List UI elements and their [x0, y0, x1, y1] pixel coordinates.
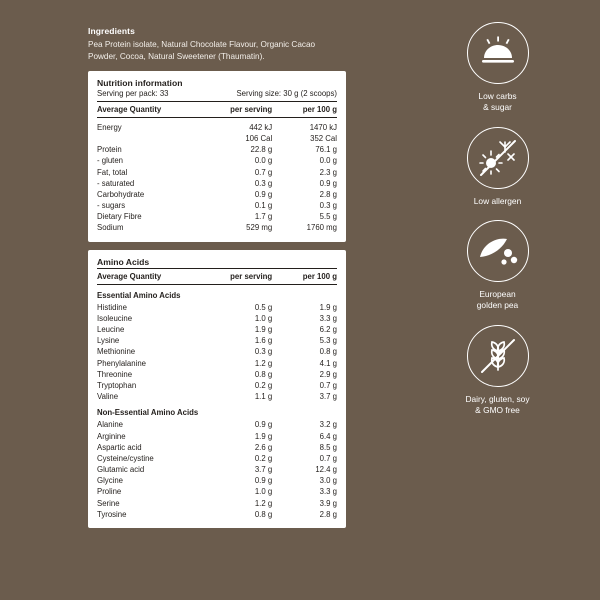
row-per-serving: 1.0 g: [254, 313, 273, 323]
row-per-100g: 8.5 g: [319, 442, 337, 452]
nutrition-table-header: [97, 101, 337, 117]
row-per-serving: 0.2 g: [254, 380, 273, 390]
row-label: Protein: [97, 145, 122, 155]
table-row: [97, 509, 337, 520]
amino-section-heading: [97, 284, 337, 302]
row-per-100g: 1.9 g: [319, 302, 337, 312]
badge-caption-line1: European: [479, 289, 516, 300]
badge-caption-line2: & sugar: [483, 102, 512, 113]
row-label: Proline: [97, 487, 122, 497]
row-label: Valine: [97, 392, 119, 402]
row-per-serving: 0.9 g: [254, 476, 273, 486]
row-per-100g: 0.7 g: [319, 453, 337, 463]
row-label: Tyrosine: [97, 509, 127, 519]
table-row: [97, 189, 337, 200]
table-row: [97, 486, 337, 497]
row-label: - gluten: [97, 156, 124, 166]
row-per-100g: 6.2 g: [319, 325, 337, 335]
table-row: [97, 166, 337, 177]
table-row: [97, 442, 337, 453]
row-per-serving: 0.5 g: [254, 302, 273, 312]
nutrition-information-panel: [88, 71, 346, 242]
row-per-100g: 4.1 g: [319, 358, 337, 368]
table-row: [97, 155, 337, 166]
badge-ring: [467, 220, 529, 282]
row-per-100g: 1760 mg: [306, 223, 337, 233]
table-row: [97, 475, 337, 486]
row-per-serving: 0.1 g: [254, 201, 273, 211]
row-per-100g: 5.5 g: [319, 212, 337, 222]
badge-european-golden-pea: [420, 220, 575, 312]
row-label: Carbohydrate: [97, 189, 145, 199]
low-allergen-icon: [478, 138, 518, 178]
row-label: - sugars: [97, 201, 126, 211]
badge-caption-line1: Low carbs: [478, 91, 517, 101]
amino-panel-title: Amino Acids: [97, 256, 150, 267]
row-label: Alanine: [97, 420, 124, 430]
row-per-100g: 3.3 g: [319, 487, 337, 497]
row-per-100g: 6.4 g: [319, 431, 337, 441]
table-row: [97, 346, 337, 357]
row-label: Sodium: [97, 223, 124, 233]
row-per-serving: 0.3 g: [254, 347, 273, 357]
row-per-100g: 3.9 g: [319, 498, 337, 508]
table-row: [97, 211, 337, 222]
row-label: Methionine: [97, 347, 136, 357]
row-label: Histidine: [97, 302, 127, 312]
row-per-serving: 529 mg: [246, 223, 273, 233]
badge-caption-line1: Dairy, gluten, soy: [465, 393, 530, 404]
row-per-serving: 3.7 g: [254, 465, 273, 475]
amino-acids-table: [97, 268, 337, 520]
row-label: Serine: [97, 498, 120, 508]
table-row: [97, 498, 337, 509]
row-label: Isoleucine: [97, 313, 133, 323]
table-row: [97, 430, 337, 441]
badge-caption: [420, 289, 575, 312]
amino-header-per-serving: per serving: [207, 268, 272, 284]
amino-acids-panel: [88, 250, 346, 528]
row-per-100g: 0.9 g: [319, 178, 337, 188]
golden-pea-icon: [477, 233, 519, 269]
row-label: Energy: [97, 122, 122, 132]
table-row: [97, 324, 337, 335]
row-per-serving: 2.6 g: [254, 442, 273, 452]
feature-badges: [420, 22, 575, 429]
row-per-100g: 1470 kJ: [309, 122, 337, 132]
row-per-serving: 0.9 g: [254, 189, 273, 199]
badge-caption: [420, 91, 575, 114]
row-per-100g: 0.7 g: [319, 380, 337, 390]
badge-low-allergen: [420, 127, 575, 207]
row-per-serving: 1.2 g: [254, 358, 273, 368]
badge-caption-line1: Low allergen: [473, 195, 522, 206]
badge-ring: [467, 127, 529, 189]
serving-size: Serving size: 30 g (2 scoops): [236, 88, 337, 98]
nutrition-panel-title: Nutrition information: [97, 77, 183, 88]
row-per-100g: 2.9 g: [319, 369, 337, 379]
row-label: Dietary Fibre: [97, 212, 142, 222]
table-row: [97, 380, 337, 391]
table-row: [97, 133, 337, 144]
ingredients-title: Ingredients: [88, 26, 135, 36]
servings-per-pack: Serving per pack: 33: [97, 88, 169, 98]
row-label: Leucine: [97, 325, 125, 335]
row-label: Threonine: [97, 369, 133, 379]
row-per-serving: 22.8 g: [250, 145, 273, 155]
table-row: [97, 358, 337, 369]
badge-dairy-gluten-soy-gmo-free: [420, 325, 575, 417]
low-carbs-sugar-icon: [478, 36, 518, 70]
non-essential-heading-label: Non-Essential Amino Acids: [97, 408, 199, 418]
nutrition-column: [88, 26, 346, 528]
row-per-100g: 3.7 g: [319, 392, 337, 402]
row-per-100g: 2.8 g: [319, 189, 337, 199]
dairy-gluten-soy-gmo-free-icon: [478, 336, 518, 376]
row-label: Aspartic acid: [97, 442, 142, 452]
amino-table-header: [97, 268, 337, 284]
table-row: [97, 453, 337, 464]
row-label: Phenylalanine: [97, 358, 146, 368]
amino-header-per-100g: per 100 g: [272, 268, 337, 284]
ingredients-text: Pea Protein isolate, Natural Chocolate Flavour, Organic Cacao Powder, Cocoa, Natural Sweetener (Thaumatin).: [88, 40, 316, 61]
table-row: [97, 302, 337, 313]
row-per-serving: 0.0 g: [254, 156, 273, 166]
amino-header-quantity: Average Quantity: [97, 268, 207, 284]
row-per-100g: 0.8 g: [319, 347, 337, 357]
row-per-serving: 0.2 g: [254, 453, 273, 463]
row-per-serving: 1.2 g: [254, 498, 273, 508]
row-per-100g: 2.3 g: [319, 167, 337, 177]
row-label: Fat, total: [97, 167, 128, 177]
badge-low-carbs-sugar: [420, 22, 575, 114]
badge-caption-line2: & GMO free: [475, 405, 520, 416]
row-per-serving: 0.9 g: [254, 420, 273, 430]
row-per-100g: 76.1 g: [315, 145, 337, 155]
table-row: [97, 222, 337, 233]
amino-section-heading: [97, 402, 337, 419]
nutrition-header-per-100g: per 100 g: [272, 101, 337, 117]
row-per-serving: 1.9 g: [254, 325, 273, 335]
badge-caption: [420, 394, 575, 417]
table-row: [97, 391, 337, 402]
badge-ring: [467, 22, 529, 84]
row-label: Cysteine/cystine: [97, 453, 154, 463]
row-per-serving: 1.6 g: [254, 336, 273, 346]
row-per-100g: 5.3 g: [319, 336, 337, 346]
row-per-serving: 106 Cal: [245, 133, 273, 143]
serving-info: [97, 89, 337, 98]
row-label: Arginine: [97, 431, 126, 441]
row-label: Tryptophan: [97, 380, 137, 390]
row-label: Glycine: [97, 476, 123, 486]
row-per-serving: 1.1 g: [254, 392, 273, 402]
row-per-serving: 442 kJ: [249, 122, 273, 132]
row-label: Glutamic acid: [97, 465, 145, 475]
nutrition-table: [97, 101, 337, 234]
table-row: [97, 200, 337, 211]
table-row: [97, 464, 337, 475]
essential-heading-label: Essential Amino Acids: [97, 290, 181, 300]
row-per-serving: 0.3 g: [254, 178, 273, 188]
table-row: [97, 369, 337, 380]
row-label: - saturated: [97, 178, 135, 188]
table-row: [97, 313, 337, 324]
row-per-100g: 0.0 g: [319, 156, 337, 166]
table-row: [97, 419, 337, 430]
nutrition-header-per-serving: per serving: [207, 101, 272, 117]
table-row: [97, 178, 337, 189]
table-row: [97, 117, 337, 133]
row-per-serving: 1.9 g: [254, 431, 273, 441]
row-per-serving: 0.7 g: [254, 167, 273, 177]
row-per-serving: 1.0 g: [254, 487, 273, 497]
table-row: [97, 335, 337, 346]
row-label: Lysine: [97, 336, 120, 346]
row-per-100g: 3.0 g: [319, 476, 337, 486]
row-per-100g: 352 Cal: [310, 133, 337, 143]
row-per-100g: 12.4 g: [315, 465, 337, 475]
row-per-100g: 3.3 g: [319, 313, 337, 323]
badge-caption-line2: golden pea: [476, 300, 519, 311]
row-per-serving: 0.8 g: [254, 369, 273, 379]
row-per-serving: 0.8 g: [254, 509, 273, 519]
row-per-serving: 1.7 g: [254, 212, 273, 222]
badge-ring: [467, 325, 529, 387]
row-per-100g: 2.8 g: [319, 509, 337, 519]
row-label: [97, 133, 207, 144]
table-row: [97, 144, 337, 155]
row-per-100g: 0.3 g: [319, 201, 337, 211]
badge-caption: [420, 196, 575, 207]
row-per-100g: 3.2 g: [319, 420, 337, 430]
nutrition-header-quantity: Average Quantity: [97, 101, 207, 117]
